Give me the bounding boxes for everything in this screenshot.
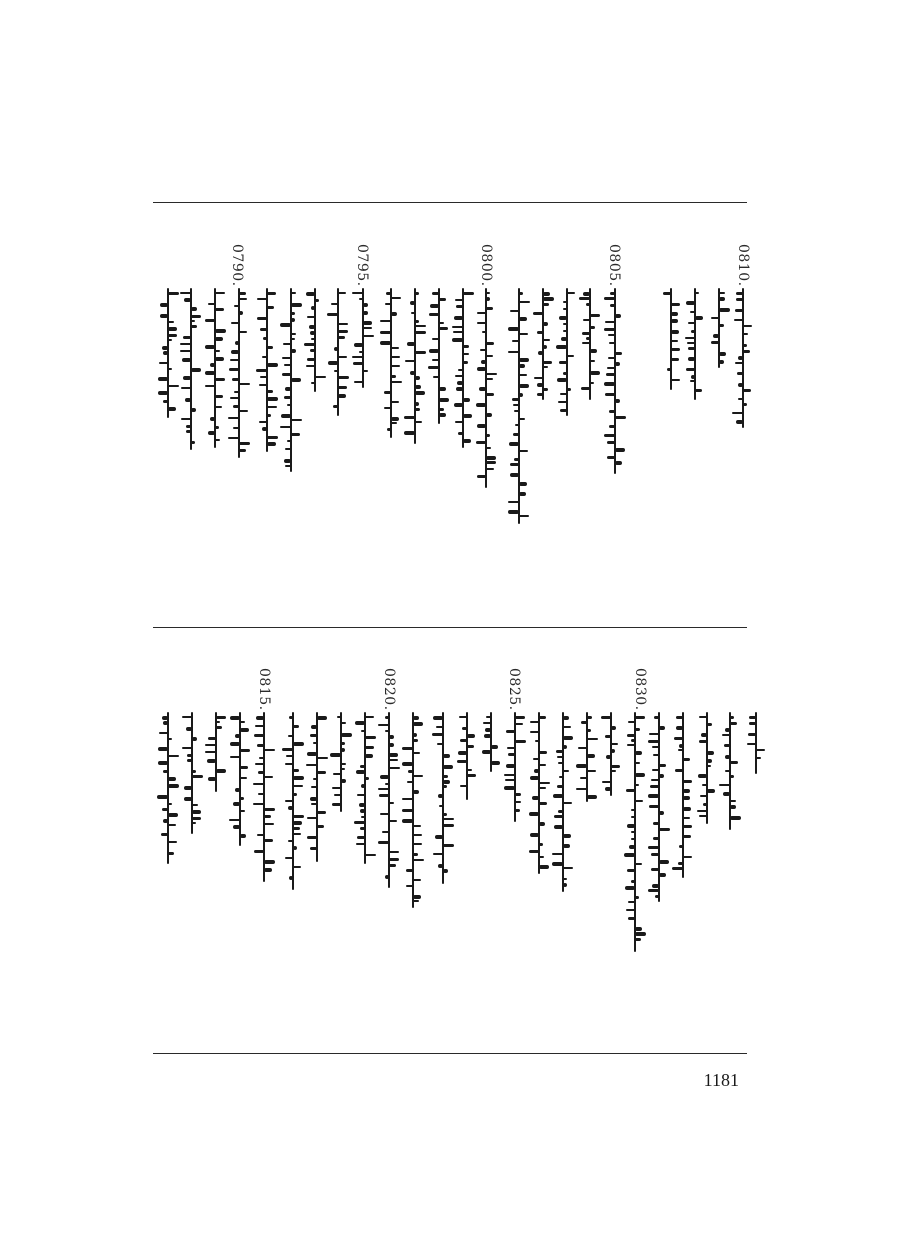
script-column <box>579 712 595 802</box>
script-column <box>283 288 299 472</box>
script-column <box>699 712 715 824</box>
script-column <box>407 288 423 444</box>
script-column <box>435 712 451 884</box>
script-column <box>330 288 346 416</box>
script-column <box>208 712 224 792</box>
page-number: 1181 <box>703 1070 739 1090</box>
script-column <box>687 288 703 400</box>
script-column <box>711 288 727 368</box>
script-column <box>381 712 397 888</box>
script-column <box>333 712 349 812</box>
script-column <box>383 288 399 438</box>
script-column <box>309 712 325 862</box>
script-column <box>285 712 301 890</box>
script-column <box>259 288 275 452</box>
script-column <box>535 288 551 400</box>
script-column <box>184 712 200 834</box>
script-column <box>735 288 751 428</box>
script-column <box>307 288 323 392</box>
line-number: 0825. <box>506 668 522 711</box>
script-column <box>722 712 738 830</box>
script-column <box>459 712 475 800</box>
script-column <box>603 712 619 796</box>
script-column <box>478 288 494 488</box>
line-number: 0790. <box>229 244 245 287</box>
script-column <box>483 712 499 772</box>
script-column <box>748 712 764 774</box>
bottom-divider <box>153 1053 747 1054</box>
script-column <box>256 712 272 882</box>
line-number: 0795. <box>354 244 370 287</box>
script-column <box>582 288 598 400</box>
script-column <box>160 712 176 864</box>
script-column <box>559 288 575 416</box>
top-divider <box>153 202 747 203</box>
script-column <box>651 712 667 902</box>
script-column <box>357 712 373 864</box>
script-column <box>455 288 471 448</box>
line-number: 0830. <box>632 668 648 711</box>
script-column <box>627 712 643 952</box>
script-column <box>232 712 248 846</box>
middle-divider <box>153 627 747 628</box>
script-column <box>355 288 371 388</box>
script-column <box>183 288 199 450</box>
script-column <box>160 288 176 418</box>
script-column <box>663 288 679 390</box>
script-column <box>231 288 247 458</box>
script-column <box>555 712 571 892</box>
line-number: 0810. <box>735 244 751 287</box>
script-column <box>507 712 523 822</box>
line-number: 0800. <box>478 244 494 287</box>
line-number: 0815. <box>256 668 272 711</box>
line-number: 0820. <box>381 668 397 711</box>
script-column <box>607 288 623 474</box>
script-column <box>675 712 691 878</box>
script-column <box>531 712 547 874</box>
script-column <box>207 288 223 448</box>
line-number: 0805. <box>606 244 622 287</box>
script-column <box>431 288 447 424</box>
script-column <box>511 288 527 524</box>
script-column <box>405 712 421 908</box>
